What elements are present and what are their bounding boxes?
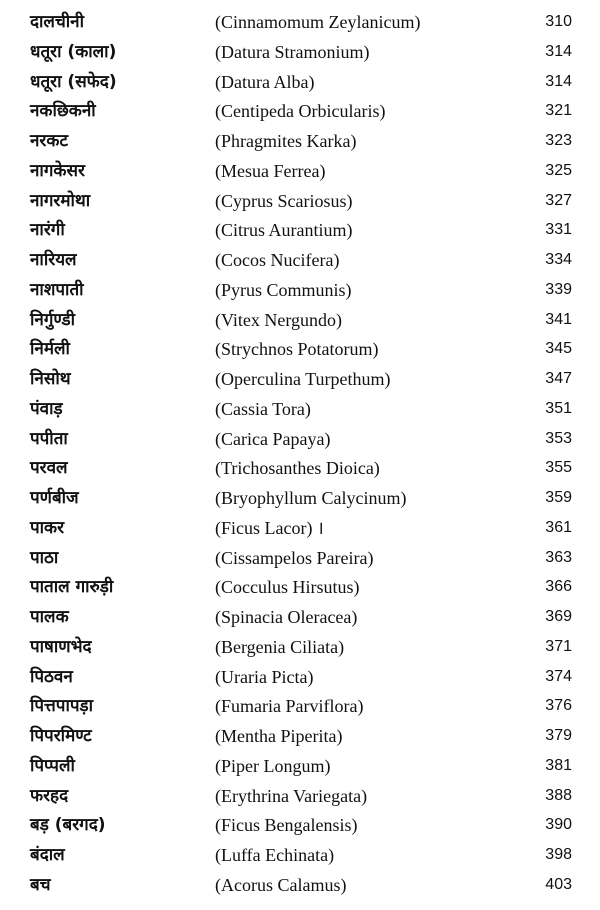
botanical-name: (Strychnos Potatorum) <box>215 339 379 360</box>
hindi-name: निसोथ <box>30 369 71 389</box>
page-number: 334 <box>545 251 572 268</box>
index-entry <box>0 395 600 425</box>
hindi-name: पर्णबीज <box>30 488 79 508</box>
hindi-name: धतूरा (काला) <box>30 41 117 62</box>
page-number: 351 <box>545 399 572 417</box>
hindi-name: नरकट <box>30 131 69 151</box>
index-entry <box>0 365 600 395</box>
hindi-name: पिप्पली <box>30 755 75 776</box>
hindi-name: नकछिकनी <box>30 101 96 122</box>
botanical-name: (Ficus Lacor) । <box>215 517 324 538</box>
hindi-name: निर्गुण्डी <box>30 309 75 330</box>
index-entry <box>0 544 600 574</box>
botanical-name: (Centipeda Orbicularis) <box>215 101 386 122</box>
page-number: 314 <box>545 42 572 60</box>
index-entry <box>0 68 600 98</box>
hindi-name: नाशपाती <box>30 279 84 300</box>
index-entry <box>0 38 600 68</box>
index-entry <box>0 633 600 663</box>
botanical-name: (Vitex Nergundo) <box>215 309 343 330</box>
page-number: 403 <box>545 875 572 893</box>
index-entry <box>0 871 600 901</box>
page-number: 359 <box>545 489 572 506</box>
index-entry <box>0 8 600 38</box>
botanical-name: (Bryophyllum Calycinum) <box>215 488 407 508</box>
botanical-name: (Pyrus Communis) <box>215 279 352 300</box>
botanical-name: (Datura Stramonium) <box>215 41 370 62</box>
hindi-name: पाताल गारुड़ी <box>30 577 114 598</box>
page-number: 379 <box>545 727 572 744</box>
page-number: 366 <box>545 578 572 596</box>
page-number: 339 <box>545 280 572 298</box>
botanical-name: (Cocculus Hirsutus) <box>215 577 360 598</box>
index-entry <box>0 782 600 812</box>
page-number: 381 <box>545 756 572 774</box>
page-number: 363 <box>545 548 572 566</box>
index-list <box>0 8 600 901</box>
botanical-name: (Ficus Bengalensis) <box>215 815 358 836</box>
hindi-name: परवल <box>30 458 68 479</box>
index-entry <box>0 246 600 276</box>
index-entry <box>0 454 600 484</box>
page-number: 345 <box>545 340 572 358</box>
page-number: 353 <box>545 429 572 447</box>
botanical-name: (Piper Longum) <box>215 755 331 776</box>
index-entry <box>0 97 600 127</box>
hindi-name: दालचीनी <box>30 12 84 32</box>
index-entry <box>0 811 600 841</box>
index-entry <box>0 573 600 603</box>
hindi-name: बंदाल <box>30 845 65 865</box>
index-entry <box>0 276 600 306</box>
hindi-name: पाषाणभेद <box>30 636 92 657</box>
hindi-name: पाकर <box>30 517 65 538</box>
botanical-name: (Cyprus Scariosus) <box>215 190 353 211</box>
page-number: 310 <box>545 13 572 30</box>
page-number: 323 <box>545 132 572 149</box>
hindi-name: पाठा <box>30 547 59 568</box>
page-number: 331 <box>545 221 572 239</box>
page-number: 361 <box>545 518 572 536</box>
page-number: 341 <box>545 310 572 328</box>
botanical-name: (Phragmites Karka) <box>215 131 357 151</box>
page-number: 376 <box>545 697 572 715</box>
hindi-name: नागरमोथा <box>30 190 91 211</box>
page-number: 398 <box>545 846 572 863</box>
index-entry <box>0 603 600 633</box>
hindi-name: पिठवन <box>30 666 73 687</box>
index-entry <box>0 514 600 544</box>
hindi-name: धतूरा (सफेद) <box>30 71 117 92</box>
botanical-name: (Cocos Nucifera) <box>215 250 340 270</box>
index-entry <box>0 157 600 187</box>
page-number: 369 <box>545 608 572 625</box>
index-entry <box>0 335 600 365</box>
hindi-name: पित्तपापड़ा <box>30 696 94 717</box>
hindi-name: बड़ (बरगद) <box>30 815 106 836</box>
botanical-name: (Citrus Aurantium) <box>215 220 353 241</box>
index-entry <box>0 663 600 693</box>
index-entry <box>0 752 600 782</box>
hindi-name: पिपरमिण्ट <box>30 726 92 746</box>
hindi-name: नारंगी <box>30 220 65 241</box>
botanical-name: (Spinacia Oleracea) <box>215 607 358 627</box>
page-number: 355 <box>545 459 572 477</box>
page-number: 390 <box>545 816 572 834</box>
botanical-name: (Fumaria Parviflora) <box>215 696 364 717</box>
botanical-name: (Operculina Turpethum) <box>215 369 391 389</box>
page-number: 321 <box>545 102 572 120</box>
botanical-name: (Uraria Picta) <box>215 666 314 687</box>
hindi-name: पपीता <box>30 428 68 449</box>
botanical-name: (Bergenia Ciliata) <box>215 636 345 657</box>
page-number: 347 <box>545 370 572 387</box>
index-entry <box>0 722 600 752</box>
hindi-name: निर्मली <box>30 339 70 360</box>
index-entry <box>0 841 600 871</box>
index-entry <box>0 484 600 514</box>
page-number: 374 <box>545 667 572 685</box>
page-number: 325 <box>545 161 572 179</box>
botanical-name: (Trichosanthes Dioica) <box>215 458 380 479</box>
botanical-name: (Cissampelos Pareira) <box>215 547 374 568</box>
hindi-name: पालक <box>30 607 69 627</box>
page-number: 371 <box>545 637 572 655</box>
botanical-name: (Acorus Calamus) <box>215 874 347 895</box>
index-entry <box>0 692 600 722</box>
botanical-name: (Datura Alba) <box>215 71 315 92</box>
botanical-name: (Luffa Echinata) <box>215 845 335 865</box>
botanical-name: (Cassia Tora) <box>215 398 311 419</box>
index-entry <box>0 127 600 157</box>
index-entry <box>0 216 600 246</box>
index-entry <box>0 306 600 336</box>
botanical-name: (Erythrina Variegata) <box>215 785 368 806</box>
hindi-name: बच <box>30 874 51 895</box>
hindi-name: नागकेसर <box>30 160 85 181</box>
index-entry <box>0 187 600 217</box>
botanical-name: (Mentha Piperita) <box>215 726 343 746</box>
page-number: 388 <box>545 786 572 804</box>
botanical-name: (Cinnamomum Zeylanicum) <box>215 12 421 32</box>
hindi-name: पंवाड़ <box>30 398 63 419</box>
index-entry <box>0 425 600 455</box>
page-number: 327 <box>545 191 572 209</box>
hindi-name: फरहद <box>30 785 69 806</box>
botanical-name: (Carica Papaya) <box>215 428 331 449</box>
page-number: 314 <box>545 72 572 90</box>
botanical-name: (Mesua Ferrea) <box>215 160 326 181</box>
hindi-name: नारियल <box>30 250 77 270</box>
